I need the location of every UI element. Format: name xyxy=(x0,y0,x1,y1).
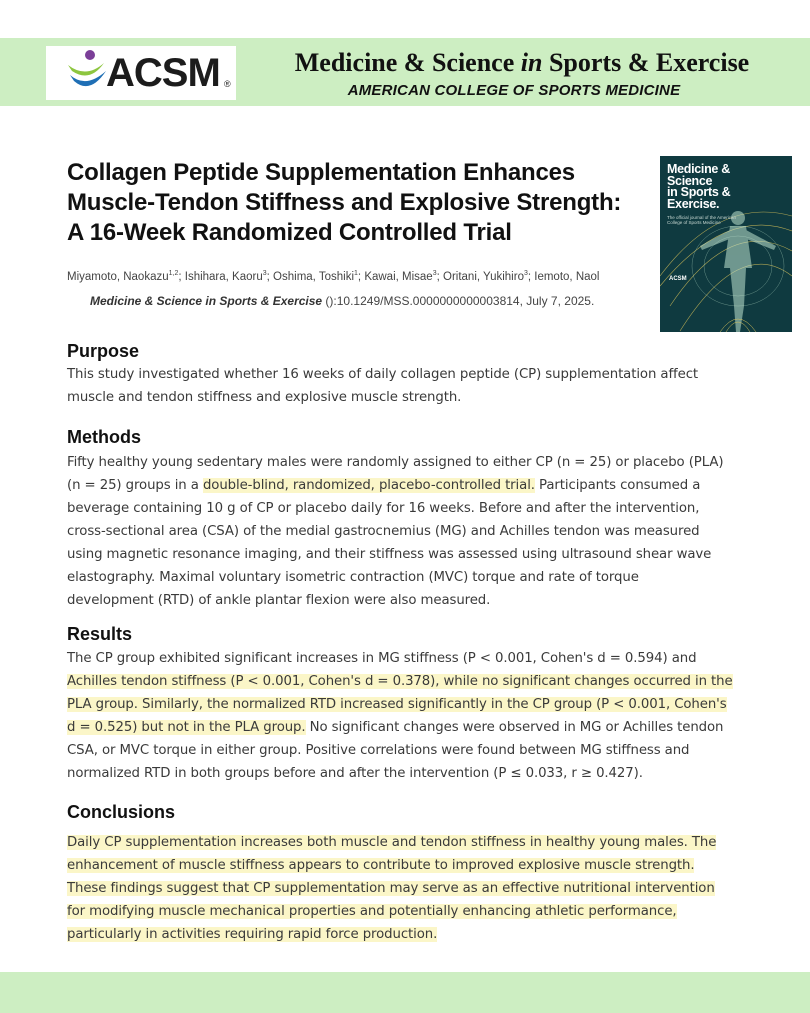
conclusions-heading: Conclusions xyxy=(67,802,176,822)
results-heading: Results xyxy=(67,624,133,644)
cover-title: Medicine & Science in Sports & Exercise. xyxy=(667,162,731,211)
article-title: Collagen Peptide Supplementation Enhances Muscle-Tendon Stiffness and Explosive Strength: A 16-Week Randomized Controlled Trial xyxy=(67,159,622,246)
top-margin xyxy=(0,0,810,38)
conclusions-body: Daily CP supplementation increases both muscle and tendon stiffness in healthy young males. The enhancement of muscle stiffness appears to contribute to improved explosive muscle strength. These findings suggest that CP supplementation may serve as an effective nutritional intervention for modifying muscle mechanical properties and potentially enhancing athletic performance, particularly in activities requiring rapid force production. xyxy=(67,835,717,942)
purpose-heading: Purpose xyxy=(67,341,140,361)
methods-body: Fifty healthy young sedentary males were randomly assigned to either CP (n = 25) or placebo (PLA) (n = 25) groups in a double-blind, randomized, placebo-controlled trial. Participants consumed a beverage containing 10 g of CP or placebo daily for 16 weeks. Before and after the intervention, cross-sectional area (CSA) of the medial gastrocnemius (MG) and Achilles tendon was measured using magnetic resonance imaging, and their stiffness was assessed using ultrasound shear wave elastography. Maximal voluntary isometric contraction (MVC) torque and rate of torque development (RTD) of ankle plantar flexion were also measured. xyxy=(67,455,724,608)
results-highlight-1: Achilles tendon stiffness (P < 0.001, Cohen's d = 0.378), while no significant changes occurred in the xyxy=(67,674,733,689)
author-list: Miyamoto, Naokazu$^{1,2}$; Ishihara, Kaoru$^3$; Oshima, Toshiki$^1$; Kawai, Misae$^3$; Oritani, Yukihiro$^3$; Iemoto, Naol xyxy=(67,270,600,283)
citation: Medicine & Science in Sports & Exercise ():10.1249/MSS.0000000000003814, July 7, 2025. xyxy=(90,294,595,308)
logo-text: ACSM xyxy=(106,51,220,95)
purpose-body: This study investigated whether 16 weeks of daily collagen peptide (CP) supplementation affect muscle and tendon stiffness and explosive muscle strength. xyxy=(67,367,699,405)
cover-small-text: The official journal of the American College of Sports Medicine xyxy=(667,215,736,225)
results-body: The CP group exhibited significant increases in MG stiffness (P < 0.001, Cohen's d = 0.594) and Achilles tendon stiffness (P < 0.001, Cohen's d = 0.378), while no significant changes occurred in the PLA group. Similarly, the normalized RTD increased significantly in the CP group (P < 0.001, Cohen's d = 0.525) but not in the PLA group. No significant changes were observed in MG or Achilles tendon CSA, or MVC torque in either group. Positive correlations were found between MG stiffness and normalized RTD in both groups before and after the intervention (P ≤ 0.033, r ≥ 0.427). xyxy=(67,651,733,781)
logo-registered-mark: ® xyxy=(224,79,231,89)
journal-title: Medicine & Science in Sports & Exercise xyxy=(294,48,750,77)
results-highlight-3: d = 0.525) but not in the PLA group. xyxy=(67,720,306,735)
journal-cover-image xyxy=(660,156,792,332)
acsm-logo xyxy=(46,46,236,100)
footer-band xyxy=(0,972,810,1013)
methods-heading: Methods xyxy=(67,427,141,447)
results-highlight-2: PLA group. Similarly, the normalized RTD increased significantly in the CP group (P < 0.001, Cohen's xyxy=(67,697,727,712)
acsm-figure-icon xyxy=(64,49,108,97)
cover-logo: ACSM xyxy=(669,276,687,282)
journal-subtitle: AMERICAN COLLEGE OF SPORTS MEDICINE xyxy=(347,82,681,99)
methods-highlight: double-blind, randomized, placebo-controlled trial. xyxy=(202,478,535,493)
